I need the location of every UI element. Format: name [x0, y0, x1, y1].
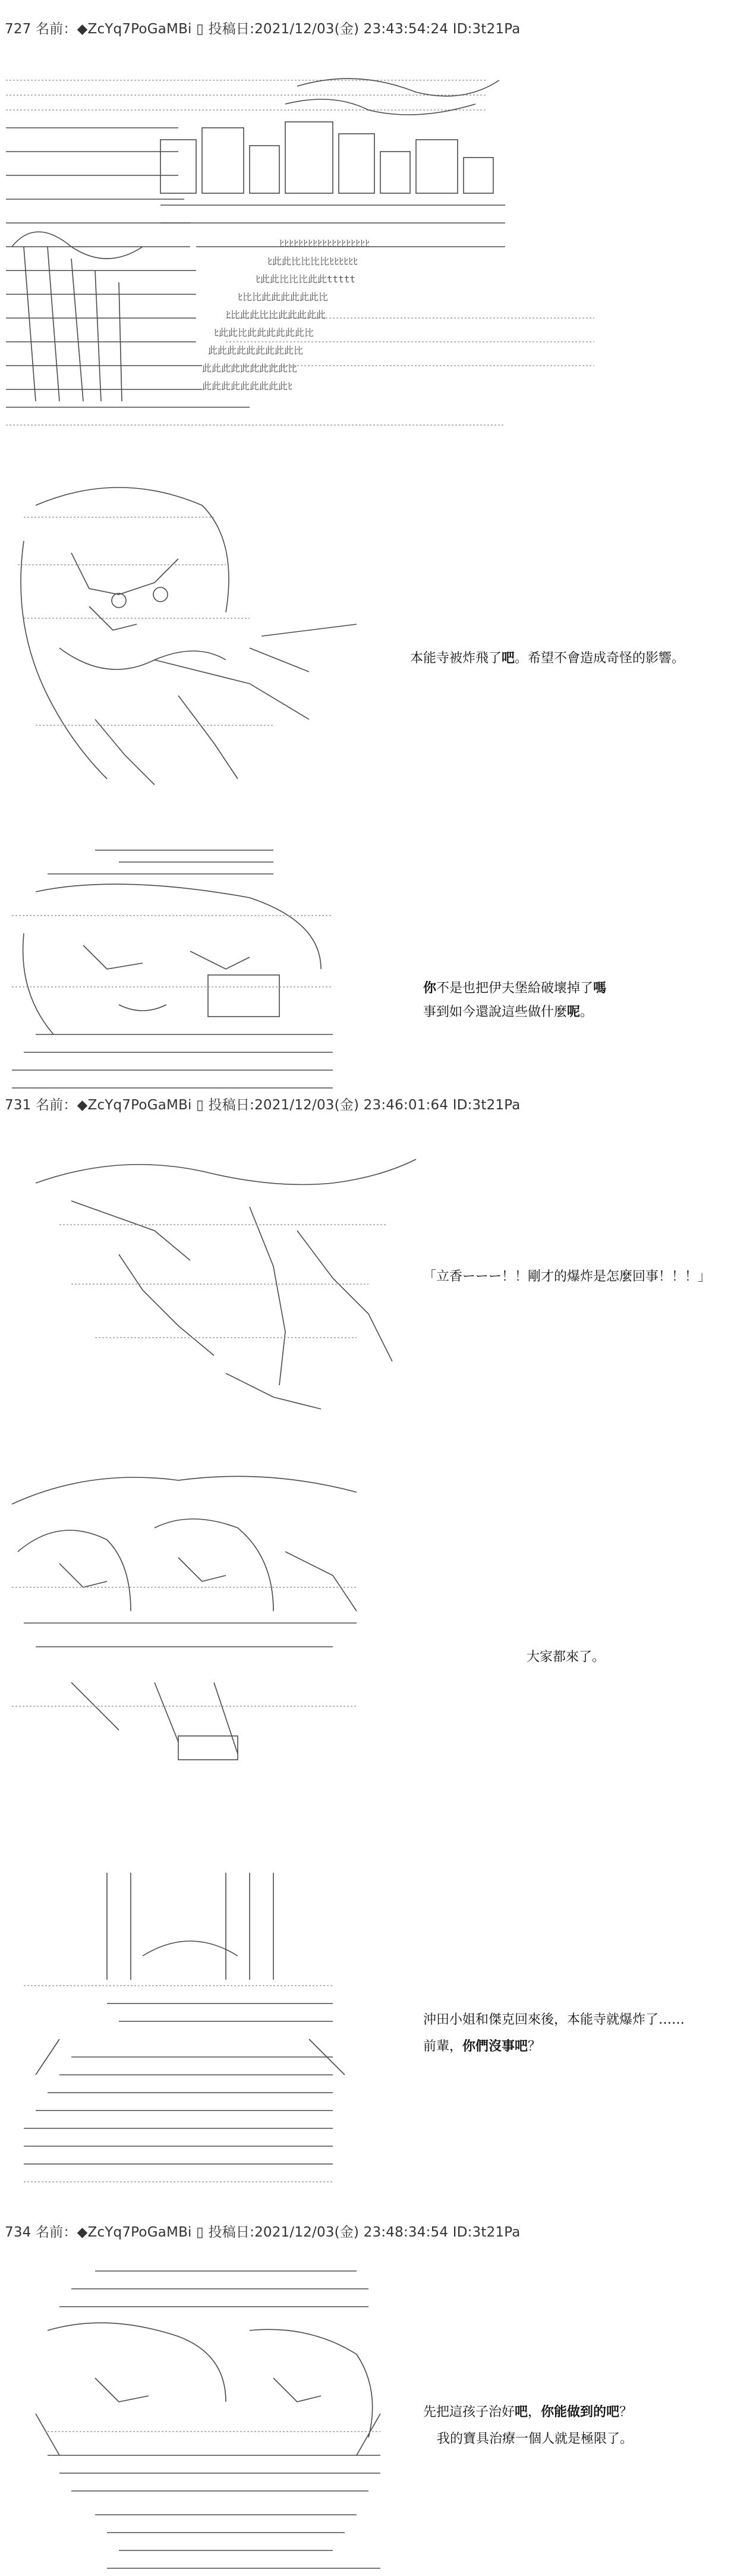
dialogue-emphasis: 你們沒事	[462, 2039, 515, 2054]
explosion-glyph-row: ﾋ比此此比比此此此此此	[226, 309, 326, 320]
dialogue-text: 本能寺被炸飛了	[410, 651, 502, 666]
explosion-glyph-row: ﾋ比比此此此此此此比	[238, 291, 329, 303]
character-ascii-art	[0, 838, 731, 1106]
dialogue-emphasis: 吧	[515, 2039, 528, 2054]
explosion-glyph-row: 此此此此此此此此此ﾋ	[202, 380, 293, 392]
explosion-ascii-art	[0, 68, 731, 443]
explosion-glyph-row: 此此此此此此此此此比	[202, 363, 298, 374]
panel-healer	[0, 2259, 731, 2576]
panel-character-1	[0, 470, 731, 814]
dialogue-line	[423, 978, 606, 996]
explosion-glyph-block	[202, 238, 370, 392]
explosion-glyph-row: ﾋﾋﾋﾋﾋﾋﾋﾋﾋﾋﾋﾋﾋﾋﾋﾋﾋﾋﾋ	[279, 238, 370, 249]
dialogue-text: 不是也把伊夫堡給破壞掉了	[436, 981, 594, 996]
dialogue-text: ？	[619, 2405, 633, 2420]
dialogue-emphasis: 吧	[502, 651, 515, 666]
post-header-727: 727 名前：◆ZcYq7PoGaMBi ▯ 投稿日:2021/12/03(金) 23:43:54:24 ID:3t21Pa	[5, 21, 521, 37]
dialogue-line	[423, 1002, 593, 1020]
dialogue-text: 事到如今還說這些做什麼	[423, 1005, 568, 1020]
dialogue-emphasis: 你	[423, 981, 437, 996]
dialogue-text: 前輩，	[423, 2039, 463, 2054]
dialogue-line	[423, 2036, 541, 2055]
character-ascii-art	[0, 470, 731, 814]
dialogue-emphasis: 呢	[567, 1005, 581, 1020]
post-header-731: 731 名前：◆ZcYq7PoGaMBi ▯ 投稿日:2021/12/03(金) 23:46:01:64 ID:3t21Pa	[5, 1097, 521, 1113]
panel-explosion-landscape	[0, 68, 731, 443]
dialogue-text: 。	[580, 1005, 594, 1020]
explosion-glyph-row: ﾋ此此比比比此此ttttt	[256, 273, 356, 285]
explosion-glyph-row: ﾋ此此比比比比ﾋﾋﾋﾋﾋﾋ	[267, 256, 358, 267]
dialogue-line: 「立香ーーー！！剛才的爆炸是怎麼回事！！！」	[423, 1269, 711, 1284]
dialogue-emphasis: 吧	[606, 2405, 620, 2420]
dialogue-text: ？	[528, 2039, 541, 2054]
panel-character-2	[0, 838, 731, 1106]
panel-shout	[0, 1136, 731, 1433]
dialogue-emphasis: 嗎	[593, 981, 607, 996]
panel-return	[0, 1861, 731, 2206]
explosion-glyph-row: ﾋ此此比此此此此此此比	[214, 327, 314, 338]
dialogue-text: 。希望不會造成奇怪的影響。	[515, 651, 685, 666]
dialogue-emphasis: 你能做到的	[541, 2405, 607, 2420]
dialogue-line: 沖田小姐和傑克回來後，本能寺就爆炸了……	[423, 2012, 685, 2027]
dialogue-line	[423, 2402, 632, 2420]
character-ascii-art	[0, 1861, 731, 2206]
panel-group	[0, 1457, 731, 1789]
dialogue-line: 我的寶具治療一個人就是極限了。	[437, 2432, 634, 2446]
post-header-734: 734 名前：◆ZcYq7PoGaMBi ▯ 投稿日:2021/12/03(金) 23:48:34:54 ID:3t21Pa	[5, 2225, 521, 2240]
explosion-glyph-row: 此此此此此此此此此比	[208, 345, 304, 356]
character-ascii-art	[0, 1457, 731, 1789]
dialogue-line: 大家都來了。	[527, 1650, 606, 1665]
dialogue-text: 先把這孩子治好	[423, 2405, 515, 2420]
dialogue-text: ，	[528, 2405, 541, 2420]
dialogue-emphasis: 吧	[515, 2405, 528, 2420]
dialogue-line	[410, 648, 685, 666]
